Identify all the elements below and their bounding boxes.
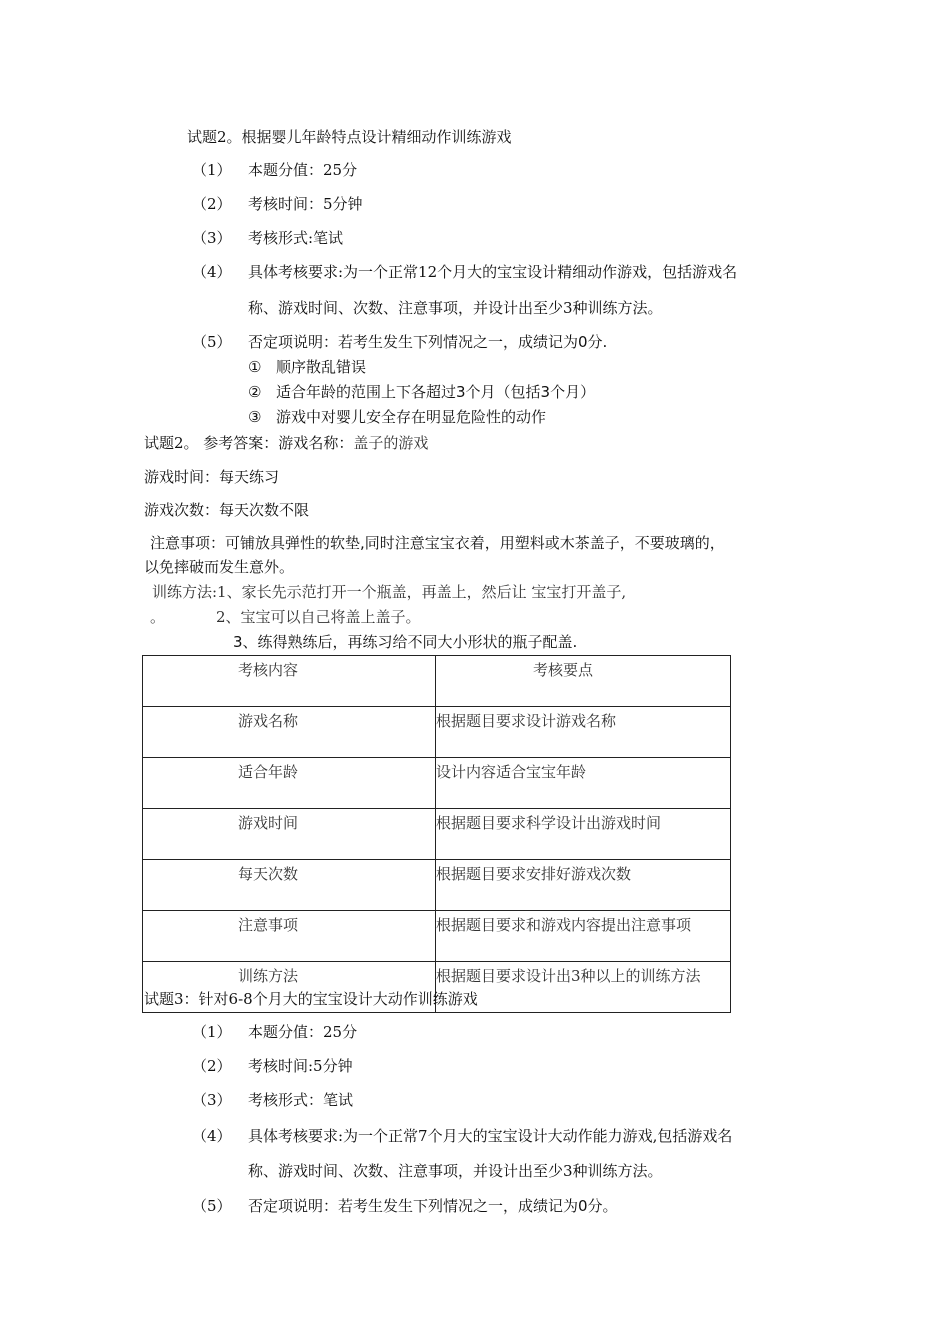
table-row	[143, 758, 731, 809]
table-cell-content: 游戏时间	[143, 809, 436, 860]
q2-negation-2-text: 适合年龄的范围上下各超过3个月（包括3个月）	[276, 383, 596, 401]
answer-heading-label: 试题2。 参考答案：游戏名称：	[144, 434, 354, 452]
table-row	[143, 860, 731, 911]
answer-notes-line-1: 注意事项：可铺放具弹性的软垫,同时注意宝宝衣着，用塑料或木茶盖子，不要玻璃的，	[150, 534, 725, 552]
q2-negation-3-text: 游戏中对婴儿安全存在明显危险性的动作	[276, 408, 547, 426]
q2-item-3-number: （3）	[192, 229, 232, 247]
q3-item-5-text: 否定项说明：若考生发生下列情况之一，成绩记为0分。	[248, 1197, 618, 1215]
table-header-row	[143, 656, 731, 707]
table-cell-points: 根据题目要求设计出3种以上的训练方法	[436, 962, 731, 1013]
q2-item-4-number: （4）	[192, 263, 232, 281]
answer-game-time: 游戏时间：每天练习	[144, 468, 280, 486]
q2-item-2-text: 考核时间：5分钟	[248, 195, 363, 213]
q3-item-3-text: 考核形式：笔试	[248, 1091, 354, 1109]
q3-title: 试题3：针对6-8个月大的宝宝设计大动作训练游戏	[144, 990, 478, 1008]
q2-item-4-text: 具体考核要求:为一个正常12个月大的宝宝设计精细动作游戏，包括游戏名	[248, 263, 738, 281]
q2-negation-1-mark: ①	[248, 358, 262, 376]
answer-game-name: 盖子的游戏	[353, 434, 429, 452]
table-row	[143, 707, 731, 758]
q2-negation-3-mark: ③	[248, 408, 262, 426]
table-cell-points: 根据题目要求设计游戏名称	[436, 707, 731, 758]
table-cell-content: 适合年龄	[143, 758, 436, 809]
q2-item-2-number: （2）	[192, 195, 232, 213]
q2-item-5-number: （5）	[192, 333, 232, 351]
q3-item-1-number: （1）	[192, 1023, 232, 1041]
answer-heading	[144, 433, 428, 453]
q2-title: 试题2。根据婴儿年龄特点设计精细动作训练游戏	[187, 128, 512, 146]
table-cell-points: 根据题目要求科学设计出游戏时间	[436, 809, 731, 860]
answer-method-2: 2、宝宝可以自己将盖上盖子。	[216, 608, 421, 626]
q2-negation-2-mark: ②	[248, 383, 262, 401]
q2-item-4-continuation: 称、游戏时间、次数、注意事项，并设计出至少3种训练方法。	[248, 299, 663, 317]
table-cell-content: 游戏名称	[143, 707, 436, 758]
q3-item-2-text: 考核时间:5分钟	[248, 1057, 353, 1075]
q2-item-1-number: （1）	[192, 161, 232, 179]
q3-item-3-number: （3）	[192, 1091, 232, 1109]
assessment-table	[142, 655, 731, 1013]
q2-negation-1-text: 顺序散乱错误	[276, 358, 367, 376]
q3-item-4-continuation: 称、游戏时间、次数、注意事项，并设计出至少3种训练方法。	[248, 1162, 663, 1180]
table-row	[143, 911, 731, 962]
answer-notes-line-2: 以免摔破而发生意外。	[144, 558, 295, 576]
q2-item-3-text: 考核形式:笔试	[248, 229, 344, 247]
q3-item-1-text: 本题分值：25分	[248, 1023, 358, 1041]
table-cell-content: 注意事项	[143, 911, 436, 962]
table-header-points: 考核要点	[436, 656, 731, 707]
q3-item-2-number: （2）	[192, 1057, 232, 1075]
answer-method-1: 训练方法:1、家长先示范打开一个瓶盖，再盖上，然后让 宝宝打开盖子,	[152, 583, 627, 601]
table-cell-content: 每天次数	[143, 860, 436, 911]
q3-item-4-number: （4）	[192, 1127, 232, 1145]
table-cell-points: 设计内容适合宝宝年龄	[436, 758, 731, 809]
table-row	[143, 809, 731, 860]
answer-method-3: 3、练得熟练后，再练习给不同大小形状的瓶子配盖.	[233, 633, 578, 651]
q3-item-4-text: 具体考核要求:为一个正常7个月大的宝宝设计大动作能力游戏,包括游戏名	[248, 1127, 733, 1145]
answer-method-2-dot: 。	[150, 608, 166, 626]
table-header-content: 考核内容	[143, 656, 436, 707]
q3-item-5-number: （5）	[192, 1197, 232, 1215]
q2-item-5-text: 否定项说明：若考生发生下列情况之一，成绩记为0分.	[248, 333, 608, 351]
q2-item-1-text: 本题分值：25分	[248, 161, 358, 179]
table-cell-points: 根据题目要求安排好游戏次数	[436, 860, 731, 911]
answer-game-count: 游戏次数：每天次数不限	[144, 501, 310, 519]
table-cell-points: 根据题目要求和游戏内容提出注意事项	[436, 911, 731, 962]
table-cell-content: 训练方法	[143, 962, 436, 1013]
